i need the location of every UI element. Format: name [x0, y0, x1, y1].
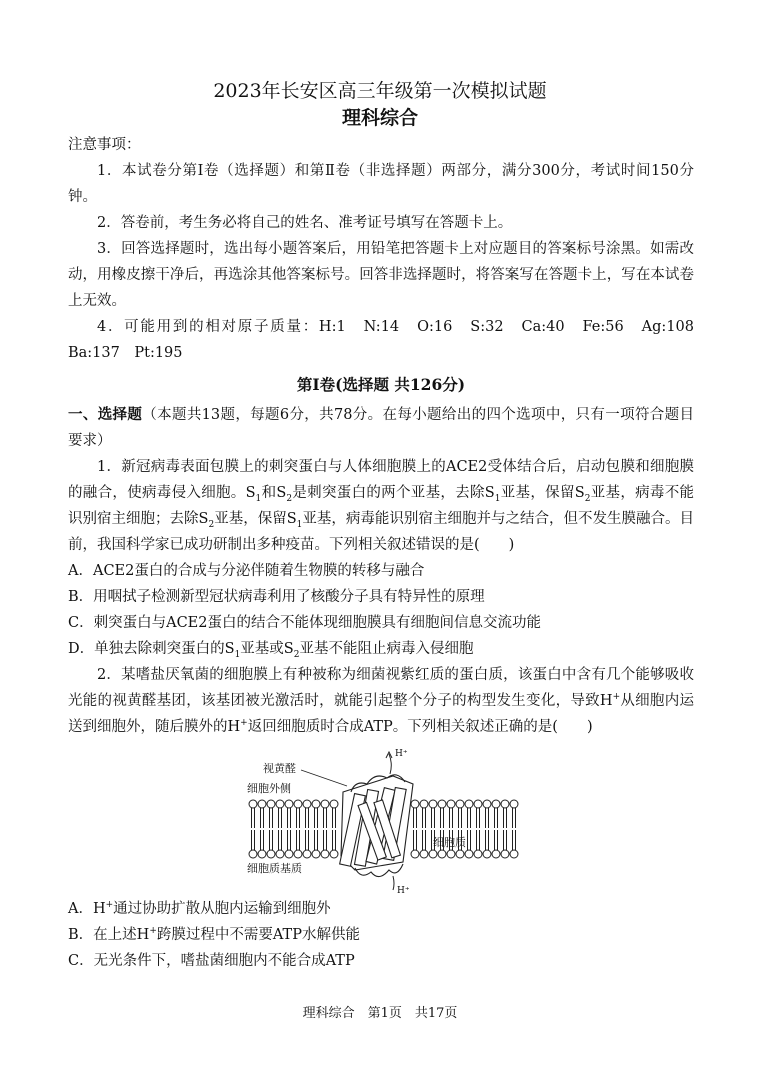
lipid-head	[510, 850, 518, 858]
lipid-head	[447, 800, 455, 808]
lipid-head	[321, 800, 329, 808]
note-item-2: 2．答卷前，考生务必将自己的姓名、准考证号填写在答题卡上。	[97, 215, 513, 231]
lipid-head	[267, 800, 275, 808]
cytoplasm-label: 细胞质	[433, 836, 466, 849]
superscript: +	[105, 900, 114, 911]
subscript: 1	[296, 519, 303, 530]
protein-helices	[340, 775, 413, 877]
lipid-head	[303, 850, 311, 858]
exam-subject: 理科综合	[341, 107, 418, 129]
lipid-head	[465, 850, 473, 858]
subscript: 2	[584, 493, 591, 504]
retinal-pointer	[301, 770, 347, 786]
superscript: +	[612, 692, 621, 703]
lipid-head	[267, 850, 275, 858]
q2-option-a-text: 通过协助扩散从胞内运输到细胞外	[113, 901, 331, 917]
q1-text: 和S	[261, 485, 287, 501]
part-instructions	[68, 402, 694, 454]
lipid-head	[438, 850, 446, 858]
q1-text: 1．新冠病毒表面包膜上的刺突蛋白与人体细胞膜上的ACE2受体结合后，启动包膜和细胞膜的融合，使病毒侵入细胞。S	[68, 459, 694, 501]
lipid-head	[285, 850, 293, 858]
retinal-label: 视黄醛	[263, 762, 296, 775]
subscript: 1	[255, 493, 262, 504]
lipid-head	[456, 850, 464, 858]
lipid-head	[294, 800, 302, 808]
lipid-head	[312, 800, 320, 808]
lipid-head	[447, 850, 455, 858]
lipid-head	[429, 800, 437, 808]
lipid-head	[294, 850, 302, 858]
question-1-stem	[68, 454, 694, 558]
q2-text: 从细胞内运送到细胞外，随后膜外的H	[68, 693, 694, 735]
matrix-label: 细胞质基质	[247, 862, 302, 875]
q1-option-b: B．用咽拭子检测新型冠状病毒利用了核酸分子具有特异性的原理	[68, 589, 485, 605]
note-item-3: 3．回答选择题时，选出每小题答案后，用铅笔把答题卡上对应题目的答案标号涂黑。如需改动，用橡皮擦干净后，再选涂其他答案标号。回答非选择题时，将答案写在答题卡上，写在本试卷上无效。	[68, 241, 694, 309]
lipid-head	[501, 850, 509, 858]
lipid-head	[492, 850, 500, 858]
q2-text: 返回细胞质时合成ATP。下列相关叙述正确的是( )	[247, 719, 593, 735]
q1-option-d-text: 亚基不能阻止病毒入侵细胞	[299, 641, 474, 657]
question-2-stem	[68, 662, 694, 740]
q1-option-a: A．ACE2蛋白的合成与分泌伴随着生物膜的转移与融合	[68, 563, 425, 579]
note-item-1: 1．本试卷分第Ⅰ卷（选择题）和第Ⅱ卷（非选择题）两部分，满分300分，考试时间150分钟。	[68, 163, 694, 205]
exam-body	[68, 132, 709, 974]
q1-option-d-text: D．单独去除刺突蛋白的S	[68, 641, 235, 657]
lipid-head	[285, 800, 293, 808]
part-description: （本题共13题，每题6分，共78分。在每小题给出的四个选项中，只有一项符合题目要求）	[68, 407, 695, 449]
lipid-head	[249, 800, 257, 808]
membrane-figure	[243, 744, 523, 894]
notes-heading: 注意事项：	[68, 137, 141, 153]
subscript: 2	[293, 649, 300, 660]
note-item-4: 4．可能用到的相对原子质量：H:1 N:14 O:16 S:32 Ca:40 Fe:56 Ag:108 Ba:137 Pt:195	[68, 319, 709, 361]
q2-option-c: C．无光条件下，嗜盐菌细胞内不能合成ATP	[68, 953, 355, 969]
q2-option-b	[68, 922, 694, 948]
section-title: 第Ⅰ卷(选择题 共126分)	[296, 375, 466, 394]
superscript: +	[149, 926, 157, 937]
lipid-head	[249, 850, 257, 858]
lipid-head	[438, 800, 446, 808]
lipid-head	[312, 850, 320, 858]
q1-option-d	[68, 636, 694, 662]
part-label: 一、选择题	[68, 406, 143, 423]
h-plus-bottom-label: H⁺	[397, 886, 410, 894]
lipid-head	[456, 800, 464, 808]
lipid-head	[258, 800, 266, 808]
lipid-head	[483, 850, 491, 858]
superscript: +	[240, 718, 248, 729]
lipid-head	[420, 800, 428, 808]
lipid-head	[330, 800, 338, 808]
q1-text: 亚基，保留S	[500, 485, 585, 501]
h-plus-top-label: H⁺	[395, 749, 408, 759]
subscript: 1	[494, 493, 501, 504]
outside-label: 细胞外侧	[247, 782, 291, 795]
q2-text: 2．某嗜盐厌氧菌的细胞膜上有种被称为细菌视紫红质的蛋白质，该蛋白中含有几个能够吸收光能的视黄醛基团，该基团被光激活时，就能引起整个分子的构型发生变化，导致H	[68, 667, 694, 709]
lipid-head	[492, 800, 500, 808]
lipid-head	[465, 800, 473, 808]
page-footer: 理科综合 第1页 共17页	[302, 1006, 458, 1021]
lipid-head	[474, 800, 482, 808]
exam-title: 2023年长安区高三年级第一次模拟试题	[213, 80, 547, 102]
subscript: 2	[286, 493, 293, 504]
q2-option-a-text: A．H	[68, 901, 106, 917]
q1-text: 亚基，病毒能识别宿主细胞并与之结合，但不发生膜融合。目前，我国科学家已成功研制出多种疫苗。下列相关叙述错误的是( )	[68, 511, 695, 553]
lipid-head	[303, 800, 311, 808]
q1-text: 是刺突蛋白的两个亚基，去除S	[292, 485, 495, 501]
lipid-head	[501, 800, 509, 808]
lipid-head	[276, 850, 284, 858]
lipid-head	[258, 850, 266, 858]
bacteriorhodopsin-diagram	[243, 744, 523, 894]
lipid-head	[276, 800, 284, 808]
lipid-head	[411, 800, 419, 808]
lipid-head	[411, 850, 419, 858]
lipid-head	[429, 850, 437, 858]
q2-option-a	[68, 896, 694, 922]
q1-text: 亚基，病毒不能识别宿主细胞；去除S	[68, 485, 695, 527]
q2-option-b-text: B．在上述H	[68, 927, 150, 943]
lipid-head	[321, 850, 329, 858]
lipid-head	[474, 850, 482, 858]
lipid-head	[483, 800, 491, 808]
lipid-head	[330, 850, 338, 858]
q1-option-d-text: 亚基或S	[240, 641, 294, 657]
q2-option-b-text: 跨膜过程中不需要ATP水解供能	[156, 927, 360, 943]
q1-option-c: C．刺突蛋白与ACE2蛋白的结合不能体现细胞膜具有细胞间信息交流功能	[68, 615, 541, 631]
lipid-head	[420, 850, 428, 858]
subscript: 2	[208, 519, 215, 530]
subscript: 1	[234, 649, 241, 660]
q1-text: 亚基，保留S	[214, 511, 297, 527]
lipid-head	[510, 800, 518, 808]
